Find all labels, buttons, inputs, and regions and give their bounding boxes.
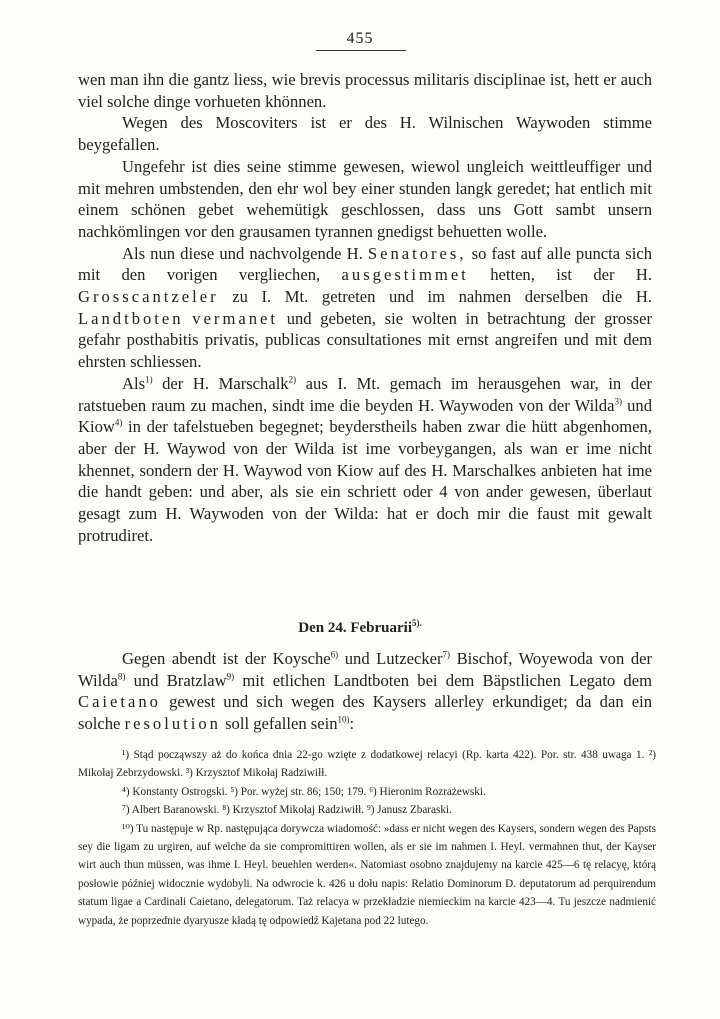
text-segment: hetten, ist der H.	[490, 265, 653, 285]
text-segment: :	[349, 714, 355, 734]
text-segment: der H. Marschalk	[162, 373, 289, 393]
footnote-ref-5: 5).	[412, 618, 422, 628]
date-heading-text: Den 24. Februarii	[298, 620, 412, 636]
footnote-1: ¹) Stąd począwszy aż do końca dnia 22-go wzięte z dodatkowej relacyi (Rp. karta 422). Por. str. 438 uwaga 1. ²) Mikołaj Zebrzydowski. ³) Krzysztof Mikołaj Radziwiłł.	[78, 749, 656, 780]
page-number-rule	[316, 50, 406, 51]
spaced-term-senatores: Senatores,	[367, 243, 467, 263]
main-text-continued	[78, 648, 652, 735]
footnote-10: ¹⁰) Tu następuje w Rp. następująca dorywcza wiadomość: »dass er nicht wegen des Kaysers, sondern wegen des Papsts sey die ligam zu urgiren, auf welche da sie compromittiren wollen, als er sie im nahmen I. Heyl. vermahnen thut, der Kayser wirt auch thun müssen, was ihme I. Heyl. beuehlen werden«. Natomiast osobno znajdujemy na karcie 425—6 tę relacyę, którą posłowie później widocznie wydobyli. Na odwrocie k. 426 u dołu napis: Relatio Dominorum D. deputatorum ad perquirendum statum ligae a Cardinali Caietano, delegatorum. Taż relacya w przekładzie niemieckim na karcie 423—4. Tu jeszcze nadmienić wypada, że poprzednie dyaryusze kładą tę odpowiedź Kajetana pod 22 lutego.	[78, 822, 656, 927]
footnote-ref-3: 3)	[614, 396, 622, 407]
paragraph-1: wen man ihn die gantz liess, wie brevis processus militaris disciplinae ist, hett er auch viel solche dinge vorhueten khönnen.	[78, 70, 652, 111]
text-segment: und gebeten, sie wolten in betrachtung der grosser gefahr posthabitis privatis, publicas consultationes mit ernst angreifen und mit dem ehrsten schliessen.	[78, 308, 652, 372]
text-segment: Als	[122, 373, 146, 393]
footnote-ref-1: 1)	[145, 374, 153, 385]
paragraph-5	[78, 373, 652, 547]
footnote-ref-2: 2)	[288, 374, 297, 385]
footnote-ref-7: 7)	[442, 649, 451, 660]
text-segment: in der tafelstueben begegnet; beyderstheils haben zwar die hütt abgenhomen, aber der H. Waywod von der Wilda ist ime vorbeygangen, als wan er ime nicht khennet, sondern der H. Waywod von Kiow auf des H. Marschalkes anbieten hat ime die handt geben: und aber, als sie ein schriett oder 4 von ander gewesen, überlaut gesagt zum H. Waywoden von der Wilda: hat er doch mir die faust mit gewalt protrudiret.	[78, 417, 652, 545]
text-segment: und Lutzecker	[344, 649, 443, 668]
footnote-ref-9: 9)	[226, 671, 235, 682]
text-segment: zu I. Mt. getreten und im nahmen derselben die H.	[232, 287, 652, 307]
text-segment: Gegen abendt ist der Koysche	[122, 649, 331, 668]
spaced-term-vermanet: vermanet	[192, 308, 278, 328]
text-segment: Als nun diese und nachvolgende H.	[122, 243, 363, 263]
footnote-ref-10: 10)	[337, 714, 350, 725]
paragraph-3: Ungefehr ist dies seine stimme gewesen, wiewol ungleich weittleuffiger und mit mehren umbstenden, den ehr wol bey einer stunden langk geredet; hat entlich mit einem schönen gebet wehemütigk geschlossen, dass uns Gott sambt unsern nachkömlingen vor den grausamen tyrannen gnedigst behuetten wolle.	[78, 156, 652, 241]
footnotes	[78, 746, 656, 930]
spaced-term-resolution: resolution	[124, 714, 221, 734]
date-heading	[0, 620, 720, 637]
text-segment: Bischof, Woyewoda von der Wilda	[78, 649, 653, 690]
paragraph-2: Wegen des Moscoviters ist er des H. Wilnischen Waywoden stimme beygefallen.	[78, 113, 652, 155]
footnote-ref-4: 4)	[114, 417, 123, 428]
text-segment: soll gefallen sein	[225, 714, 338, 734]
text-segment: und Kiow	[78, 395, 653, 437]
page-number: 455	[346, 30, 374, 47]
text-segment: so fast auf alle puncta sich mit den vorigen vergliechen,	[78, 243, 652, 285]
spaced-term-caietano: Caietano	[78, 692, 161, 712]
footnote-4-6: ⁴) Konstanty Ostrogski. ⁵) Por. wyżej str. 86; 150; 179. ⁶) Hieronim Rozrażewski.	[122, 785, 486, 798]
footnote-ref-6: 6)	[330, 649, 339, 660]
main-text	[78, 69, 652, 546]
text-segment: gewest und sich wegen des Kaysers allerley erkundiget; da dan ein solche	[78, 692, 653, 734]
paragraph-6	[78, 648, 652, 735]
spaced-term-grosscantzeler: Grosscantzeler	[78, 287, 219, 307]
text-segment: mit etlichen Landtboten bei dem Bäpstlichen Legato dem	[242, 670, 652, 690]
spaced-term-ausgestimmet: ausgestimmet	[341, 265, 469, 285]
spaced-term-landtboten: Landtboten	[78, 308, 184, 328]
paragraph-4	[78, 243, 652, 373]
footnote-7-9: ⁷) Albert Baranowski. ⁸) Krzysztof Mikołaj Radziwiłł. ⁹) Janusz Zbaraski.	[122, 804, 452, 817]
footnote-ref-8: 8)	[117, 671, 126, 682]
text-segment: aus I. Mt. gemach im herausgehen war, in der ratstueben raum zu machen, sindt ime die beyden H. Waywoden von der Wilda	[78, 373, 652, 415]
text-segment: und Bratzlaw	[133, 670, 227, 690]
